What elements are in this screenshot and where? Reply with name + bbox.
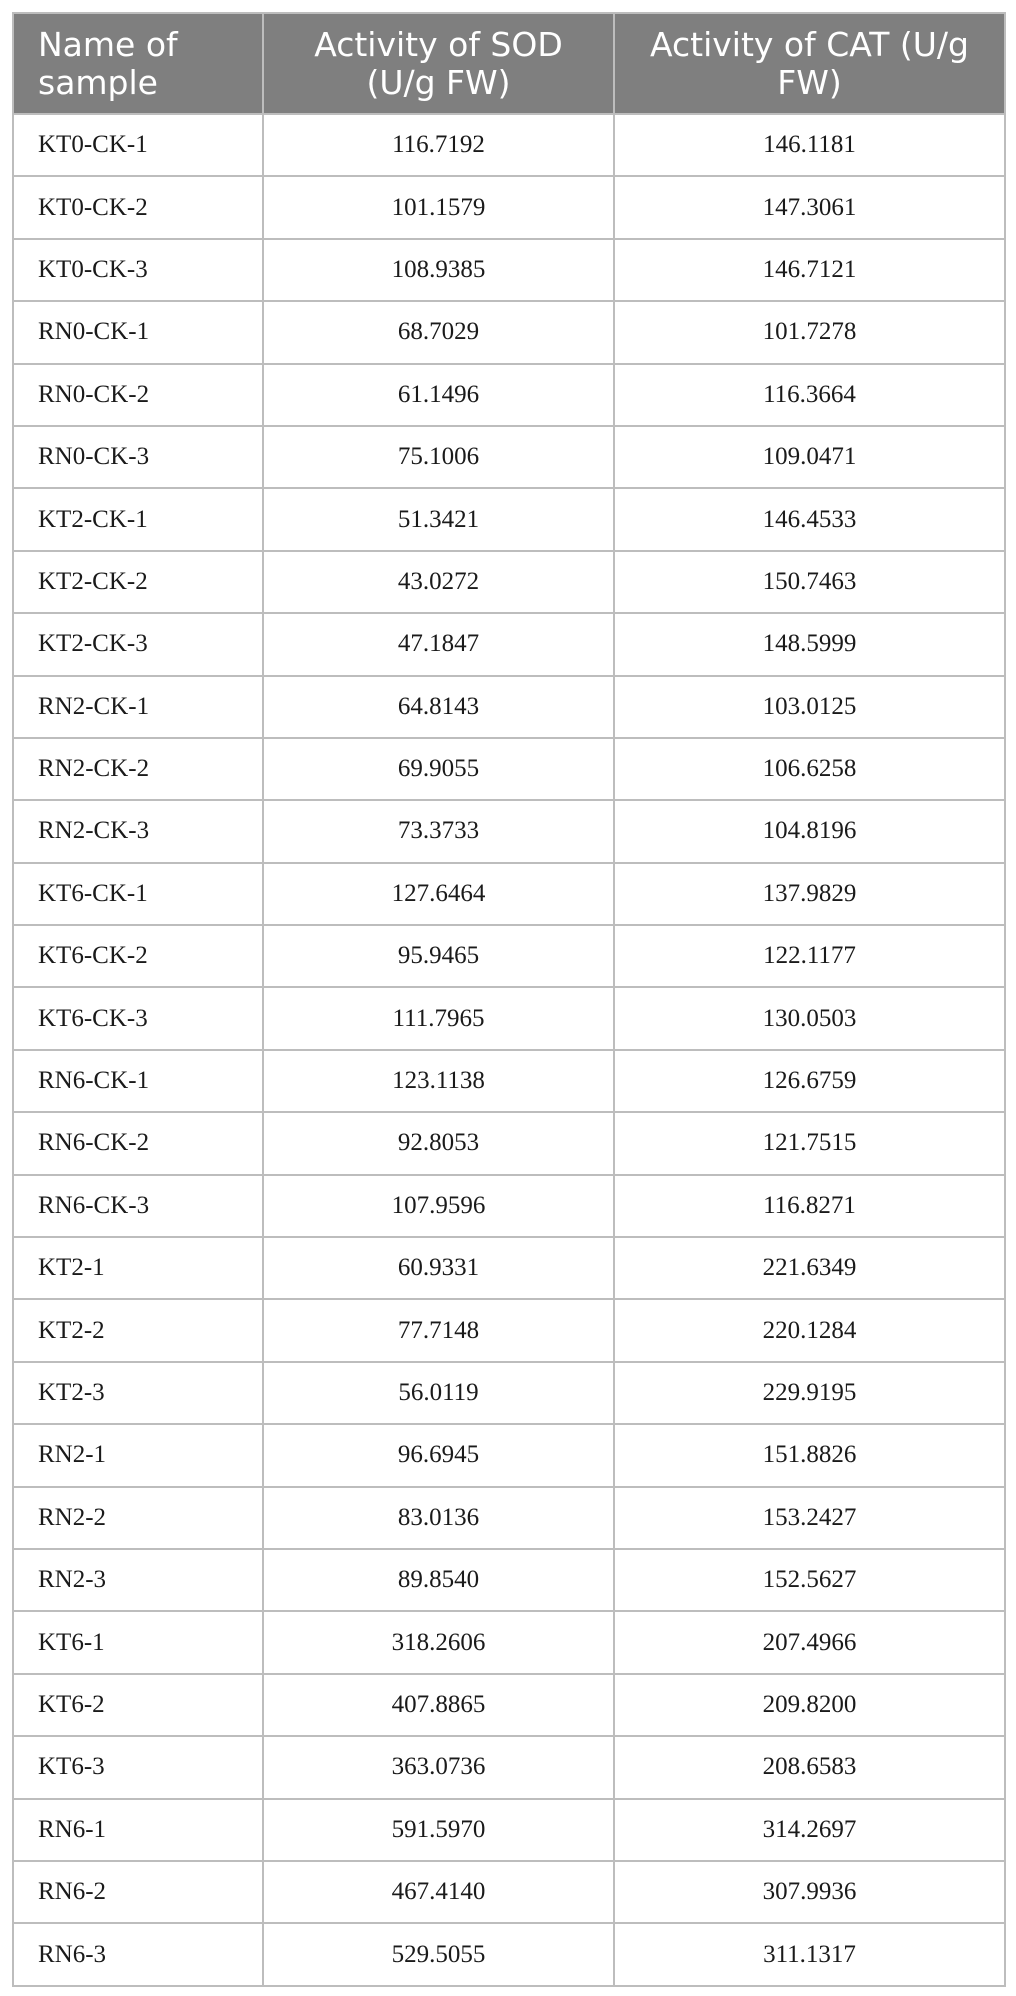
sample-name-cell: RN2-3 — [13, 1549, 263, 1611]
sod-activity-cell: 73.3733 — [263, 800, 614, 862]
sample-name-cell: KT2-CK-1 — [13, 488, 263, 550]
cat-activity-cell: 130.0503 — [614, 987, 1005, 1049]
table-row — [13, 1799, 1005, 1861]
sod-activity-cell: 61.1496 — [263, 364, 614, 426]
cat-activity-cell: 146.1181 — [614, 114, 1005, 176]
cat-activity-cell: 137.9829 — [614, 863, 1005, 925]
sod-activity-cell: 83.0136 — [263, 1487, 614, 1549]
cat-activity-cell: 106.6258 — [614, 738, 1005, 800]
sod-activity-cell: 363.0736 — [263, 1736, 614, 1798]
table-header — [13, 13, 1005, 114]
cat-activity-cell: 311.1317 — [614, 1923, 1005, 1985]
table-row — [13, 114, 1005, 176]
sod-activity-cell: 75.1006 — [263, 426, 614, 488]
sod-activity-cell: 51.3421 — [263, 488, 614, 550]
sod-activity-cell: 107.9596 — [263, 1175, 614, 1237]
header-cat-activity: Activity of CAT (U/g FW) — [614, 13, 1005, 114]
cat-activity-cell: 150.7463 — [614, 551, 1005, 613]
cat-activity-cell: 229.9195 — [614, 1362, 1005, 1424]
sample-name-cell: RN2-CK-2 — [13, 738, 263, 800]
sod-activity-cell: 64.8143 — [263, 676, 614, 738]
sod-activity-cell: 96.6945 — [263, 1424, 614, 1486]
sod-activity-cell: 407.8865 — [263, 1674, 614, 1736]
sod-activity-cell: 127.6464 — [263, 863, 614, 925]
sod-activity-cell: 111.7965 — [263, 987, 614, 1049]
table-row — [13, 738, 1005, 800]
cat-activity-cell: 109.0471 — [614, 426, 1005, 488]
sample-name-cell: KT2-2 — [13, 1299, 263, 1361]
sod-activity-cell: 467.4140 — [263, 1861, 614, 1923]
sod-activity-cell: 56.0119 — [263, 1362, 614, 1424]
sample-name-cell: KT2-1 — [13, 1237, 263, 1299]
table-row — [13, 1112, 1005, 1174]
table-row — [13, 1611, 1005, 1673]
sod-activity-cell: 43.0272 — [263, 551, 614, 613]
sample-name-cell: RN6-3 — [13, 1923, 263, 1985]
table-row — [13, 987, 1005, 1049]
sample-name-cell: KT6-3 — [13, 1736, 263, 1798]
sod-activity-cell: 47.1847 — [263, 613, 614, 675]
header-row — [13, 13, 1005, 114]
table-row — [13, 1050, 1005, 1112]
cat-activity-cell: 147.3061 — [614, 176, 1005, 238]
sod-activity-cell: 89.8540 — [263, 1549, 614, 1611]
sod-activity-cell: 101.1579 — [263, 176, 614, 238]
table-row — [13, 1549, 1005, 1611]
cat-activity-cell: 146.7121 — [614, 239, 1005, 301]
sample-name-cell: KT2-CK-3 — [13, 613, 263, 675]
sod-activity-cell: 529.5055 — [263, 1923, 614, 1985]
cat-activity-cell: 208.6583 — [614, 1736, 1005, 1798]
sod-activity-cell: 108.9385 — [263, 239, 614, 301]
sod-activity-cell: 95.9465 — [263, 925, 614, 987]
cat-activity-cell: 153.2427 — [614, 1487, 1005, 1549]
sod-activity-cell: 68.7029 — [263, 301, 614, 363]
sample-name-cell: KT2-CK-2 — [13, 551, 263, 613]
sample-name-cell: RN6-CK-3 — [13, 1175, 263, 1237]
sample-name-cell: KT6-2 — [13, 1674, 263, 1736]
cat-activity-cell: 104.8196 — [614, 800, 1005, 862]
cat-activity-cell: 146.4533 — [614, 488, 1005, 550]
sample-name-cell: KT0-CK-2 — [13, 176, 263, 238]
table-row — [13, 863, 1005, 925]
sample-name-cell: KT0-CK-3 — [13, 239, 263, 301]
table-row — [13, 301, 1005, 363]
table-row — [13, 1487, 1005, 1549]
sod-activity-cell: 92.8053 — [263, 1112, 614, 1174]
table-row — [13, 239, 1005, 301]
cat-activity-cell: 122.1177 — [614, 925, 1005, 987]
header-sod-activity: Activity of SOD (U/g FW) — [263, 13, 614, 114]
table-row — [13, 426, 1005, 488]
sample-name-cell: KT0-CK-1 — [13, 114, 263, 176]
sod-activity-cell: 69.9055 — [263, 738, 614, 800]
sample-name-cell: RN6-CK-1 — [13, 1050, 263, 1112]
sample-name-cell: KT6-CK-2 — [13, 925, 263, 987]
sample-name-cell: RN2-2 — [13, 1487, 263, 1549]
table-body — [13, 114, 1005, 1986]
table-row — [13, 1424, 1005, 1486]
table-row — [13, 1861, 1005, 1923]
cat-activity-cell: 116.3664 — [614, 364, 1005, 426]
table-row — [13, 676, 1005, 738]
sample-name-cell: RN6-2 — [13, 1861, 263, 1923]
sod-activity-cell: 60.9331 — [263, 1237, 614, 1299]
cat-activity-cell: 148.5999 — [614, 613, 1005, 675]
cat-activity-cell: 116.8271 — [614, 1175, 1005, 1237]
sod-activity-cell: 77.7148 — [263, 1299, 614, 1361]
table-row — [13, 613, 1005, 675]
cat-activity-cell: 101.7278 — [614, 301, 1005, 363]
cat-activity-cell: 209.8200 — [614, 1674, 1005, 1736]
cat-activity-cell: 314.2697 — [614, 1799, 1005, 1861]
sod-activity-cell: 318.2606 — [263, 1611, 614, 1673]
sample-name-cell: RN2-CK-3 — [13, 800, 263, 862]
sod-activity-cell: 591.5970 — [263, 1799, 614, 1861]
sample-name-cell: RN6-CK-2 — [13, 1112, 263, 1174]
sample-name-cell: RN0-CK-1 — [13, 301, 263, 363]
table-row — [13, 364, 1005, 426]
cat-activity-cell: 152.5627 — [614, 1549, 1005, 1611]
sod-activity-cell: 123.1138 — [263, 1050, 614, 1112]
table-row — [13, 1237, 1005, 1299]
sample-name-cell: RN2-CK-1 — [13, 676, 263, 738]
cat-activity-cell: 121.7515 — [614, 1112, 1005, 1174]
table-row — [13, 1299, 1005, 1361]
cat-activity-cell: 126.6759 — [614, 1050, 1005, 1112]
table-row — [13, 1362, 1005, 1424]
table-row — [13, 800, 1005, 862]
table-row — [13, 1175, 1005, 1237]
table-row — [13, 551, 1005, 613]
header-sample-name: Name of sample — [13, 13, 263, 114]
sample-name-cell: KT2-3 — [13, 1362, 263, 1424]
sod-activity-cell: 116.7192 — [263, 114, 614, 176]
sample-name-cell: KT6-CK-3 — [13, 987, 263, 1049]
cat-activity-cell: 103.0125 — [614, 676, 1005, 738]
sample-name-cell: RN2-1 — [13, 1424, 263, 1486]
data-table-container — [12, 12, 1004, 1987]
table-row — [13, 176, 1005, 238]
sample-name-cell: KT6-1 — [13, 1611, 263, 1673]
table-row — [13, 925, 1005, 987]
cat-activity-cell: 207.4966 — [614, 1611, 1005, 1673]
enzyme-activity-table — [12, 12, 1006, 1987]
table-row — [13, 488, 1005, 550]
cat-activity-cell: 307.9936 — [614, 1861, 1005, 1923]
cat-activity-cell: 151.8826 — [614, 1424, 1005, 1486]
sample-name-cell: RN0-CK-2 — [13, 364, 263, 426]
sample-name-cell: RN0-CK-3 — [13, 426, 263, 488]
sample-name-cell: RN6-1 — [13, 1799, 263, 1861]
table-row — [13, 1674, 1005, 1736]
table-row — [13, 1736, 1005, 1798]
cat-activity-cell: 220.1284 — [614, 1299, 1005, 1361]
cat-activity-cell: 221.6349 — [614, 1237, 1005, 1299]
table-row — [13, 1923, 1005, 1985]
sample-name-cell: KT6-CK-1 — [13, 863, 263, 925]
